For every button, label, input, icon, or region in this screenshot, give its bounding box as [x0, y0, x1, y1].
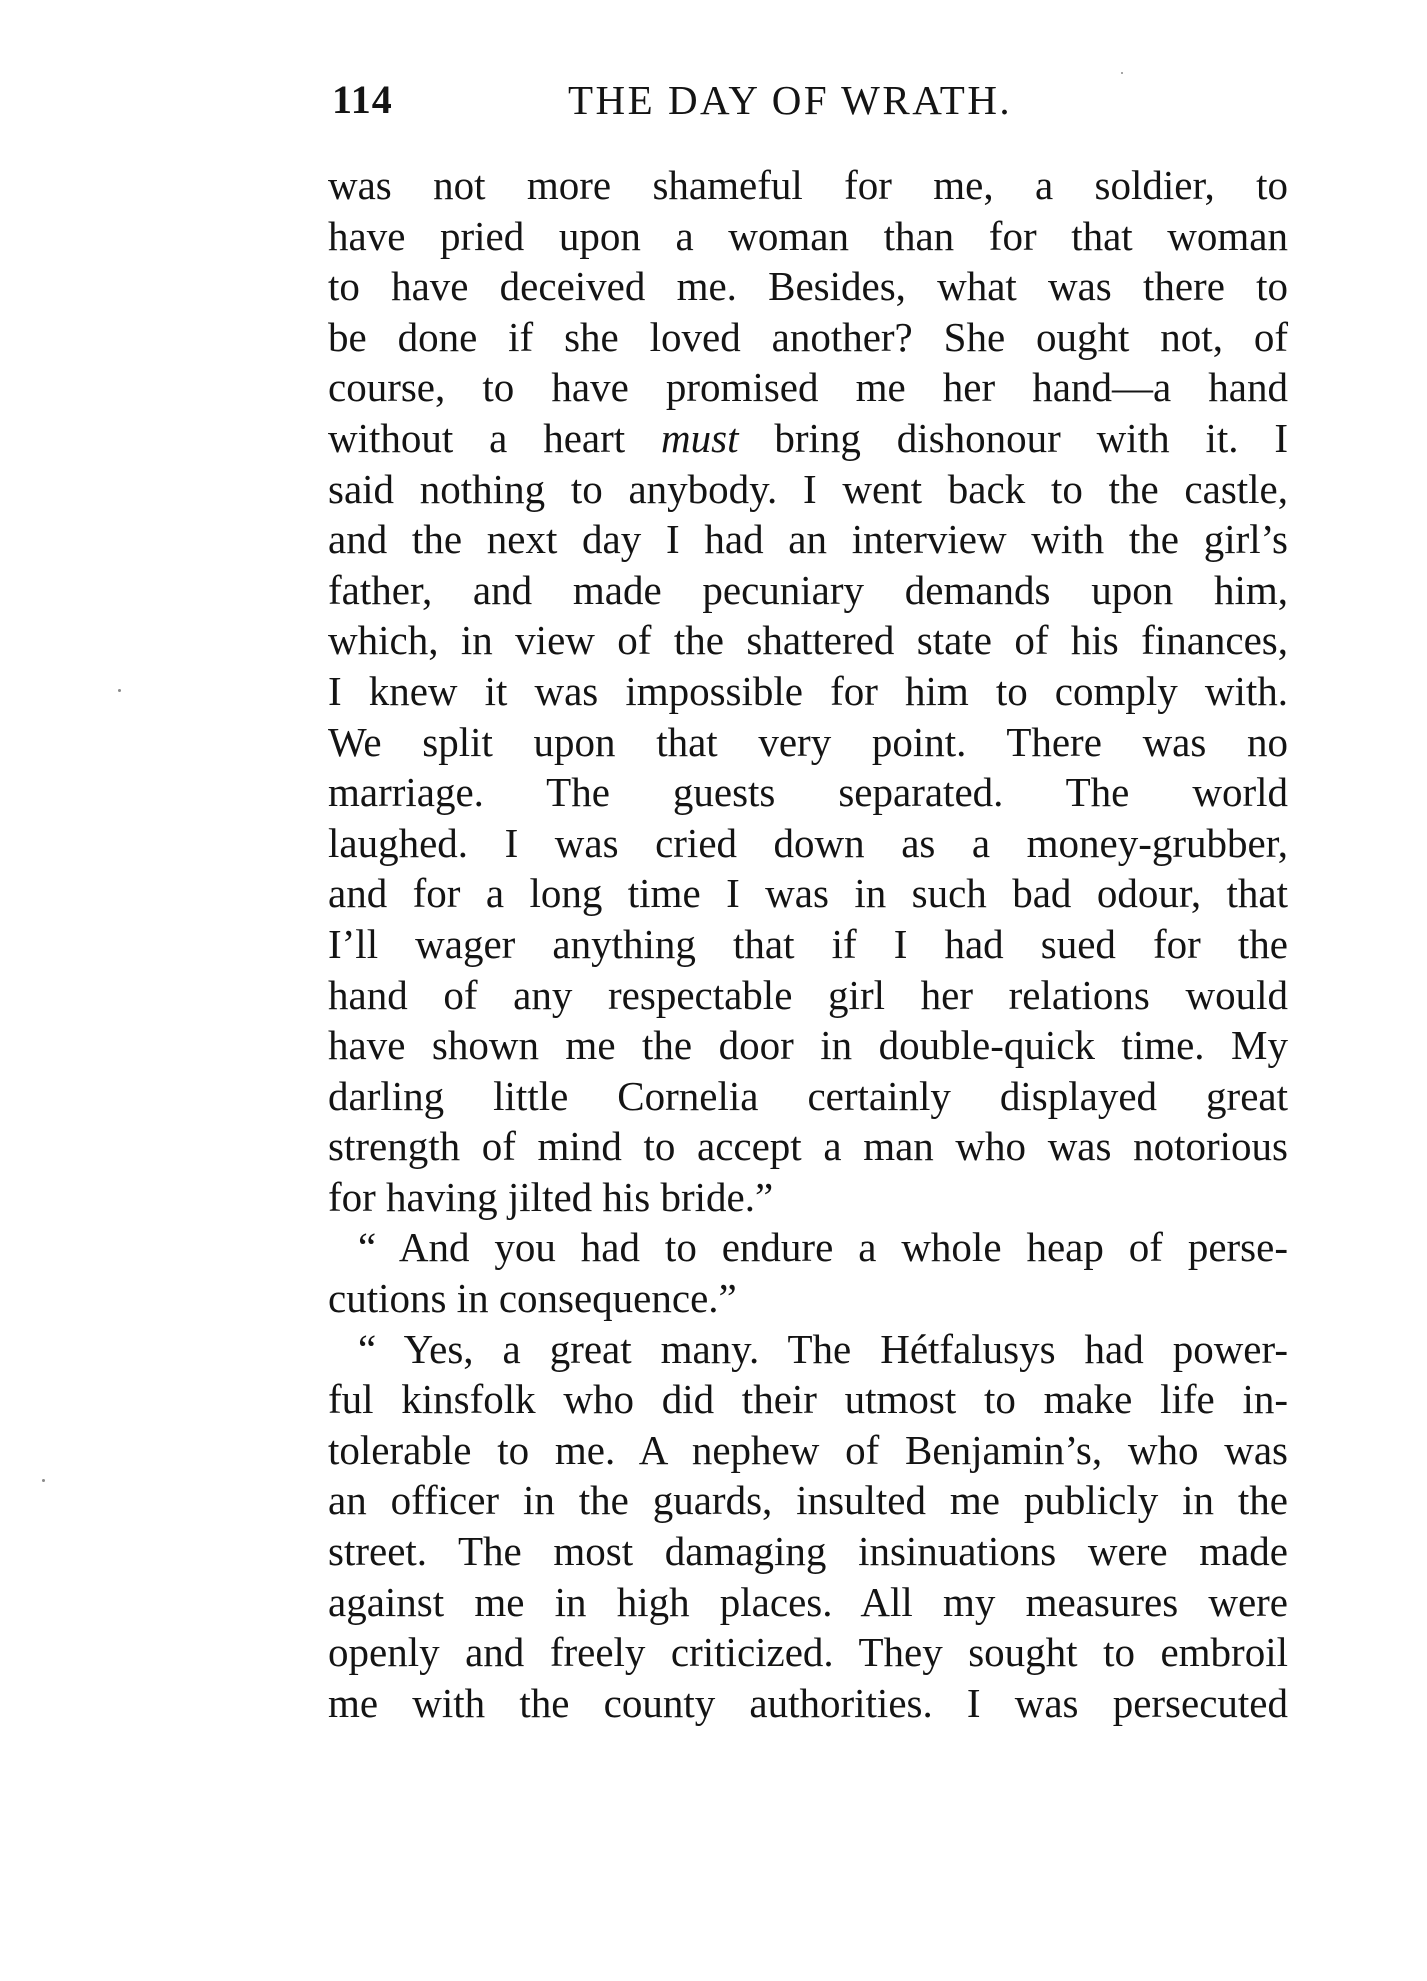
running-head: [332, 72, 1292, 128]
text-line: openly and freely criticized. They sought to embroil: [328, 1629, 1288, 1676]
text-line: course, to have promised me her hand—a hand: [328, 364, 1288, 411]
text-line: against me in high places. All my measures were: [328, 1578, 1288, 1625]
text-line: tolerable to me. A nephew of Benjamin’s, who was: [328, 1426, 1288, 1473]
text-line: [328, 413, 1288, 464]
text-line-end: bring dishonour with it. I: [738, 414, 1289, 461]
page-number: 114: [332, 77, 393, 122]
text-line: an officer in the guards, insulted me publicly in the: [328, 1477, 1288, 1524]
text-line: cutions in consequence.”: [328, 1275, 737, 1322]
text-line: darling little Cornelia certainly displayed great: [328, 1072, 1288, 1119]
paper-speck: [1121, 72, 1123, 74]
text-line: which, in view of the shattered state of his finances,: [328, 617, 1288, 664]
paper-speck: [42, 1479, 45, 1482]
text-line: “ And you had to endure a whole heap of perse-: [358, 1224, 1288, 1271]
running-title: THE DAY OF WRATH.: [568, 77, 1013, 123]
text-line: ful kinsfolk who did their utmost to make life in-: [328, 1376, 1288, 1423]
text-line: I knew it was impossible for him to comply with.: [328, 667, 1288, 714]
body-text: [328, 160, 1288, 1728]
text-line: be done if she loved another? She ought not, of: [328, 313, 1288, 360]
text-line: have pried upon a woman than for that woman: [328, 212, 1288, 259]
text-line: hand of any respectable girl her relations would: [328, 971, 1288, 1018]
text-line: I’ll wager anything that if I had sued for the: [328, 920, 1288, 967]
paper-speck: [118, 689, 121, 692]
text-line: “ Yes, a great many. The Hétfalusys had power-: [358, 1325, 1288, 1372]
text-line: said nothing to anybody. I went back to the castle,: [328, 465, 1288, 512]
text-line: We split upon that very point. There was no: [328, 718, 1288, 765]
text-line: to have deceived me. Besides, what was there to: [328, 263, 1288, 310]
text-line: me with the county authorities. I was persecuted: [328, 1679, 1288, 1726]
text-line: for having jilted his bride.”: [328, 1173, 774, 1220]
text-line: marriage. The guests separated. The world: [328, 769, 1288, 816]
text-line: street. The most damaging insinuations were made: [328, 1528, 1288, 1575]
text-line: was not more shameful for me, a soldier, to: [328, 162, 1288, 208]
text-line-start: without a heart: [328, 414, 662, 461]
text-line: and for a long time I was in such bad odour, that: [328, 870, 1288, 917]
text-line: father, and made pecuniary demands upon him,: [328, 566, 1288, 613]
text-line: have shown me the door in double-quick time. My: [328, 1022, 1288, 1069]
text-line: laughed. I was cried down as a money-grubber,: [328, 819, 1288, 866]
text-line: strength of mind to accept a man who was notorious: [328, 1123, 1288, 1170]
emphasis: must: [661, 414, 739, 461]
text-line: and the next day I had an interview with the girl’s: [328, 516, 1288, 563]
